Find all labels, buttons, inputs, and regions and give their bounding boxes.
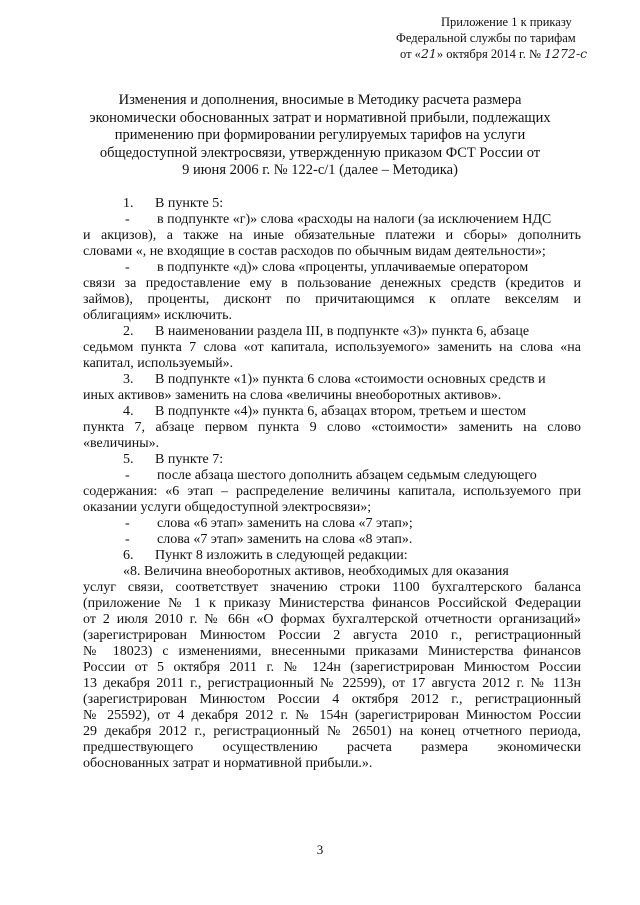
title-line: экономически обоснованных затрат и нормативной прибыли, подлежащих [89, 109, 551, 126]
dash-marker: - [125, 532, 130, 547]
document-title [70, 92, 570, 180]
dash-marker: - [125, 212, 130, 227]
item-4 [83, 404, 581, 420]
annex-line-1: Приложение 1 к приказу [441, 15, 572, 29]
item-text: В пункте 7: [155, 452, 224, 467]
item-number: 2. [123, 324, 134, 339]
paragraph-line: (зарегистрирован Минюстом России 4 октября 2012 г., регистрационный [83, 692, 581, 707]
subitem-g [83, 212, 581, 228]
item-text: В подпункте «1)» пункта 6 слова «стоимости основных средств и [155, 372, 546, 387]
paragraph-line: содержания: «6 этап – распределение величины капитала, используемого при [83, 484, 581, 499]
page-number: 3 [316, 842, 324, 857]
paragraph-line: капитал, используемый». [83, 356, 234, 371]
handwritten-day: 21 [420, 46, 437, 61]
paragraph-line: слова «6 этап» заменить на слова «7 этап»; [157, 516, 413, 531]
subitem-stage-7 [83, 532, 581, 548]
paragraph-line: России от 5 октября 2011 г. № 124н (зарегистрирован Минюстом России [83, 660, 581, 675]
annex-date-middle: » октября 2014 г. № [436, 47, 541, 61]
paragraph-line: слова «7 этап» заменить на слова «8 этап». [157, 532, 413, 547]
paragraph-line: займов), проценты, дисконт по причитающимся к оплате векселям и [83, 292, 581, 307]
dash-marker: - [125, 260, 130, 275]
item-number: 5. [123, 452, 134, 467]
title-line: применению при формировании регулируемых тарифов на услуги [114, 127, 526, 143]
subitem-after-sixth [83, 468, 581, 484]
item-number: 6. [123, 548, 134, 563]
item-6 [83, 548, 581, 564]
handwritten-order-number: 1272-с [544, 46, 588, 61]
title-line: Изменения и дополнения, вносимые в Методику расчета размера [118, 92, 522, 108]
item-text: В подпункте «4)» пункта 6, абзацах втором, третьем и шестом [155, 404, 526, 419]
subitem-d [83, 260, 581, 276]
annex-header [380, 14, 630, 62]
title-line: 9 июня 2006 г. № 122-с/1 (далее – Методика) [182, 162, 458, 178]
subitem-stage-6 [83, 516, 581, 532]
dash-marker: - [125, 468, 130, 483]
item-number: 3. [123, 372, 134, 387]
paragraph-line: словами «, не входящие в состав расходов по обычным видам деятельности»; [83, 244, 546, 259]
dash-marker: - [125, 516, 130, 531]
item-number: 1. [123, 196, 134, 211]
paragraph-line: (приложение № 1 к приказу Министерства финансов Российской Федерации [83, 596, 581, 611]
paragraph-line: облигациям» исключить. [83, 308, 232, 323]
paragraph-line: седьмом пункта 7 слова «от капитала, используемого» заменить на слова «на [83, 340, 581, 355]
title-line: общедоступной электросвязи, утвержденную приказом ФСТ России от [99, 144, 541, 161]
paragraph-line: связи за предоставление ему в пользование денежных средств (кредитов и [83, 276, 581, 291]
paragraph-line: в подпункте «г)» слова «расходы на налоги (за исключением НДС [157, 212, 552, 227]
paragraph-line: услуг связи, соответствует значению строки 1100 бухгалтерского баланса [83, 580, 581, 595]
item-text: Пункт 8 изложить в следующей редакции: [155, 548, 408, 563]
paragraph-line: обоснованных затрат и нормативной прибыли.». [83, 756, 373, 771]
paragraph-line: 13 декабря 2011 г., регистрационный № 22599), от 17 августа 2012 г. № 113н [83, 676, 581, 691]
paragraph-line: оказании услуги общедоступной электросвязи»; [83, 500, 372, 515]
paragraph-line: после абзаца шестого дополнить абзацем седьмым следующего [157, 468, 537, 483]
paragraph-line: пункта 7, абзаце первом пункта 9 слово «стоимости» заменить на слово [83, 420, 581, 435]
item-1 [83, 196, 581, 212]
item-5 [83, 452, 581, 468]
paragraph-line: предшествующего осуществлению расчета размера экономически [83, 740, 581, 755]
item-text: В пункте 5: [155, 196, 224, 211]
paragraph-line: (зарегистрирован Минюстом России 2 августа 2010 г., регистрационный [83, 628, 581, 643]
paragraph-line: № 25592), от 4 декабря 2012 г. № 154н (зарегистрирован Минюстом России [83, 708, 581, 723]
paragraph-line: от 2 июля 2010 г. № 66н «О формах бухгалтерской отчетности организаций» [83, 612, 581, 627]
item-2 [83, 324, 581, 340]
item-text: В наименовании раздела III, в подпункте «3)» пункта 6, абзаце [155, 324, 530, 339]
paragraph-line: иных активов» заменить на слова «величины внеоборотных активов». [83, 388, 502, 403]
annex-line-3 [380, 46, 630, 62]
paragraph-line: 29 декабря 2012 г., регистрационный № 26501) на конец отчетного периода, [83, 724, 581, 739]
paragraph-line: № 18023) с изменениями, внесенными приказами Министерства финансов [83, 644, 581, 659]
document-body [83, 196, 581, 772]
paragraph-line: в подпункте «д)» слова «проценты, уплачиваемые оператором [157, 260, 529, 275]
annex-line-2: Федеральной службы по тарифам [396, 31, 576, 45]
item-3 [83, 372, 581, 388]
paragraph-line: и акцизов), а также на иные обязательные платежи и сборы» дополнить [83, 228, 581, 243]
paragraph-line: «8. Величина внеоборотных активов, необходимых для оказания [123, 564, 509, 579]
paragraph-line: «величины». [83, 436, 160, 451]
item-number: 4. [123, 404, 134, 419]
annex-date-prefix: от « [400, 47, 421, 61]
